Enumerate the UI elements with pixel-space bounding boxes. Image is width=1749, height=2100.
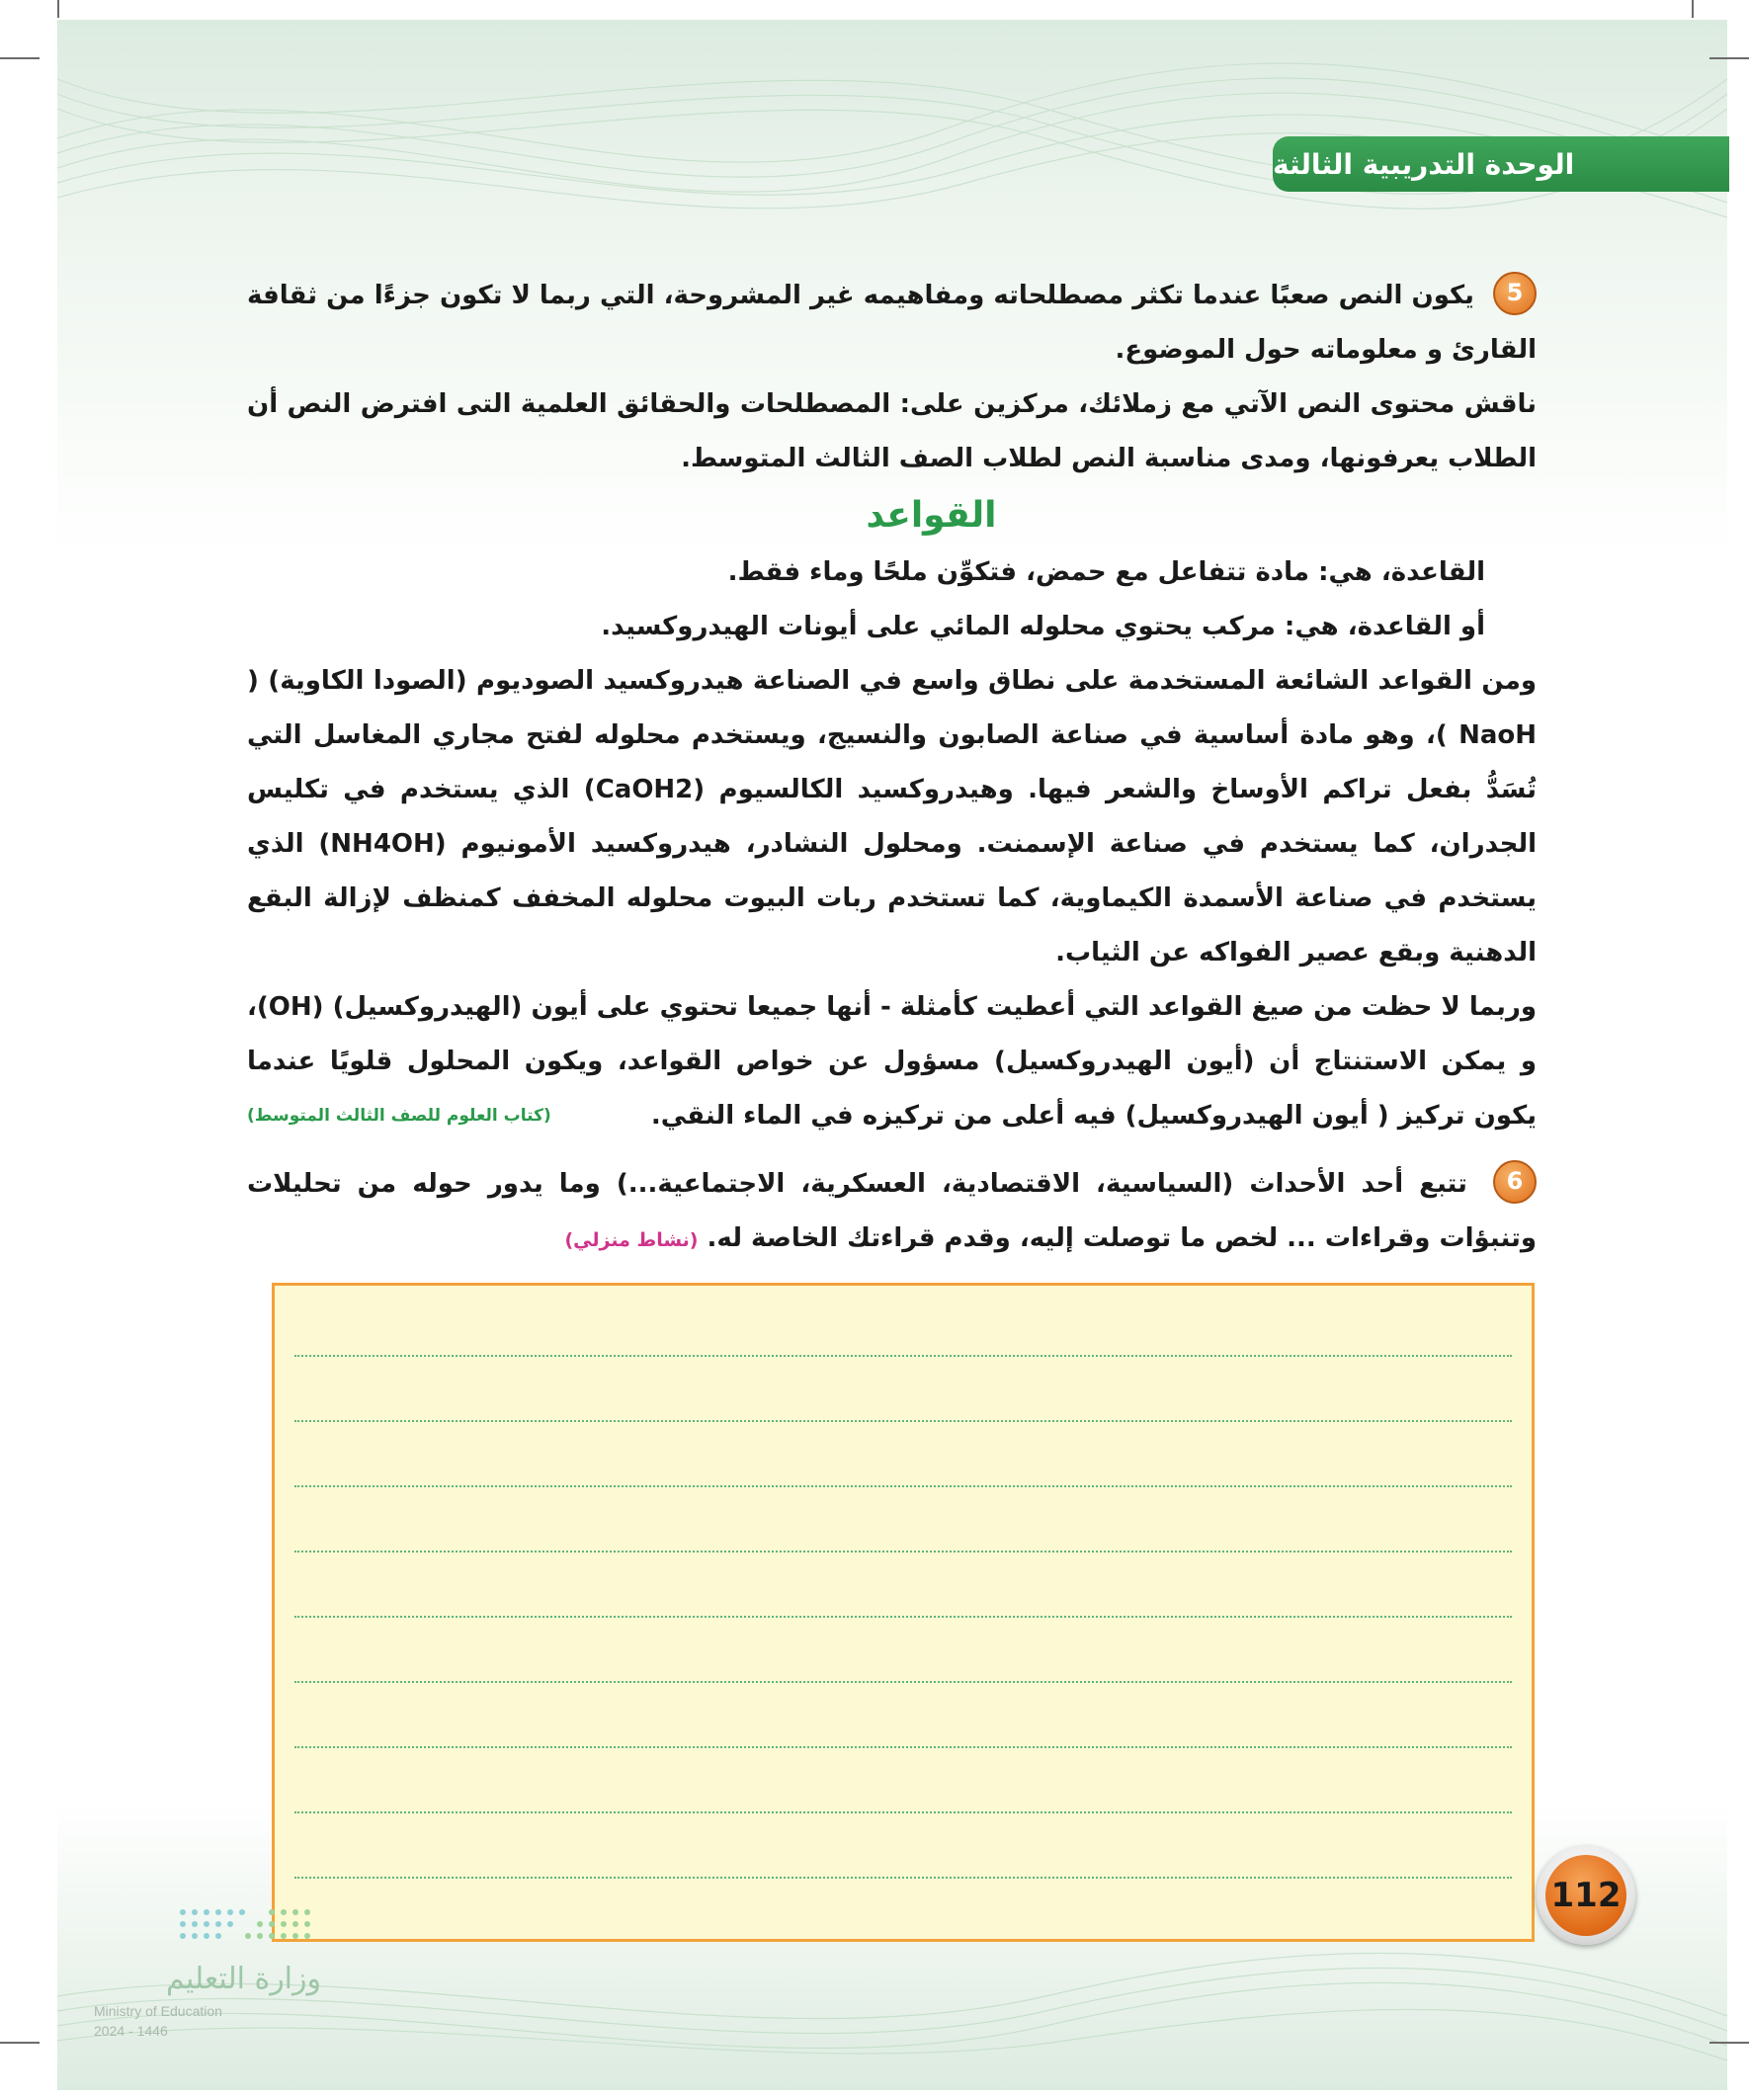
item-5	[247, 269, 1537, 378]
discussion-instruction: ناقش محتوى النص الآتي مع زملائك، مركزين على: المصطلحات والحقائق العلمية التى افترض النص أن الطلاب يعرفونها، ومدى مناسبة النص لطلاب الصف الثالث المتوسط.	[247, 389, 1537, 473]
home-activity-label: (نشاط منزلي)	[564, 1229, 699, 1251]
item-6	[247, 1157, 1537, 1268]
answer-writing-area[interactable]	[272, 1283, 1535, 1942]
unit-title: الوحدة التدريبية الثالثة	[1273, 147, 1575, 181]
crop-mark	[57, 0, 59, 18]
definition-1: القاعدة، هي: مادة تتفاعل مع حمض، فتكوِّن ملحًا وماء فقط.	[727, 557, 1485, 587]
crop-mark	[1692, 0, 1694, 18]
ministry-dots-icon	[173, 1902, 321, 1952]
crop-mark	[0, 2042, 40, 2044]
crop-mark	[1709, 2042, 1749, 2044]
item-6-text: تتبع أحد الأحداث (السياسية، الاقتصادية، العسكرية، الاجتماعية...) وما يدور حوله من تحليلات وتنبؤات وقراءات ... لخص ما توصلت إليه، وقدم قراءتك الخاصة له.	[247, 1169, 1537, 1253]
ministry-name-arabic: وزارة التعليم	[165, 1962, 321, 1996]
reading-paragraph-2	[247, 980, 1537, 1143]
answer-line	[294, 1616, 1512, 1618]
page-number: 112	[1550, 1876, 1622, 1915]
answer-line	[294, 1877, 1512, 1879]
crop-mark	[0, 57, 40, 59]
item-number-badge: 6	[1493, 1160, 1537, 1204]
unit-title-tab	[1273, 136, 1729, 192]
ministry-logo	[94, 1902, 321, 2041]
answer-line	[294, 1355, 1512, 1357]
answer-line	[294, 1485, 1512, 1487]
answer-line	[294, 1551, 1512, 1553]
item-5-text: يكون النص صعبًا عندما تكثر مصطلحاته ومفاهيمه غير المشروحة، التي ربما لا تكون جزءًا من ثقافة القارئ و معلوماته حول الموضوع.	[247, 281, 1537, 365]
reading-paragraph-1: ومن القواعد الشائعة المستخدمة على نطاق واسع في الصناعة هيدروكسيد الصوديوم (الصودا الكاوية) ( NaoH )، وهو مادة أساسية في صناعة الصابون والنسيج، ويستخدم محلوله لفتح مجاري المغاسل التي تُسَدُّ بفعل تراكم الأوساخ والشعر فيها. وهيدروكسيد الكالسيوم (CaOH2) الذي يستخدم في تكليس الجدران، كما يستخدم في صناعة الإسمنت. ومحلول النشادر، هيدروكسيد الأمونيوم (NH4OH) الذي يستخدم في صناعة الأسمدة الكيماوية، كما تستخدم ربات البيوت محلوله المخفف كمنظف لإزالة البقع الدهنية وبقع عصير الفواكه عن الثياب.	[247, 666, 1537, 967]
answer-line	[294, 1681, 1512, 1683]
answer-line	[294, 1420, 1512, 1422]
main-content	[247, 269, 1537, 1268]
source-citation: (كتاب العلوم للصف الثالث المتوسط)	[247, 1106, 551, 1126]
answer-line	[294, 1811, 1512, 1813]
reading-paragraph-2-text: وربما لا حظت من صيغ القواعد التي أعطيت كأمثلة - أنها جميعا تحتوي على أيون (الهيدروكسيل) (OH)، و يمكن الاستنتاج أن (أيون الهيدروكسيل) مسؤول عن خواص القواعد، ويكون المحلول قلويًا عندما يكون تركيز ( أيون الهيدروكسيل) فيه أعلى من تركيزه في الماء النقي.	[247, 992, 1537, 1131]
crop-mark	[1709, 57, 1749, 59]
edition-year: 2024 - 1446	[94, 2023, 168, 2039]
reading-heading: القواعد	[866, 495, 997, 536]
ministry-name-english: Ministry of Education	[94, 2003, 222, 2019]
item-number-badge: 5	[1493, 272, 1537, 315]
answer-line	[294, 1746, 1512, 1748]
page-number-badge	[1537, 1846, 1635, 1945]
definition-2: أو القاعدة، هي: مركب يحتوي محلوله المائي على أيونات الهيدروكسيد.	[601, 612, 1485, 641]
